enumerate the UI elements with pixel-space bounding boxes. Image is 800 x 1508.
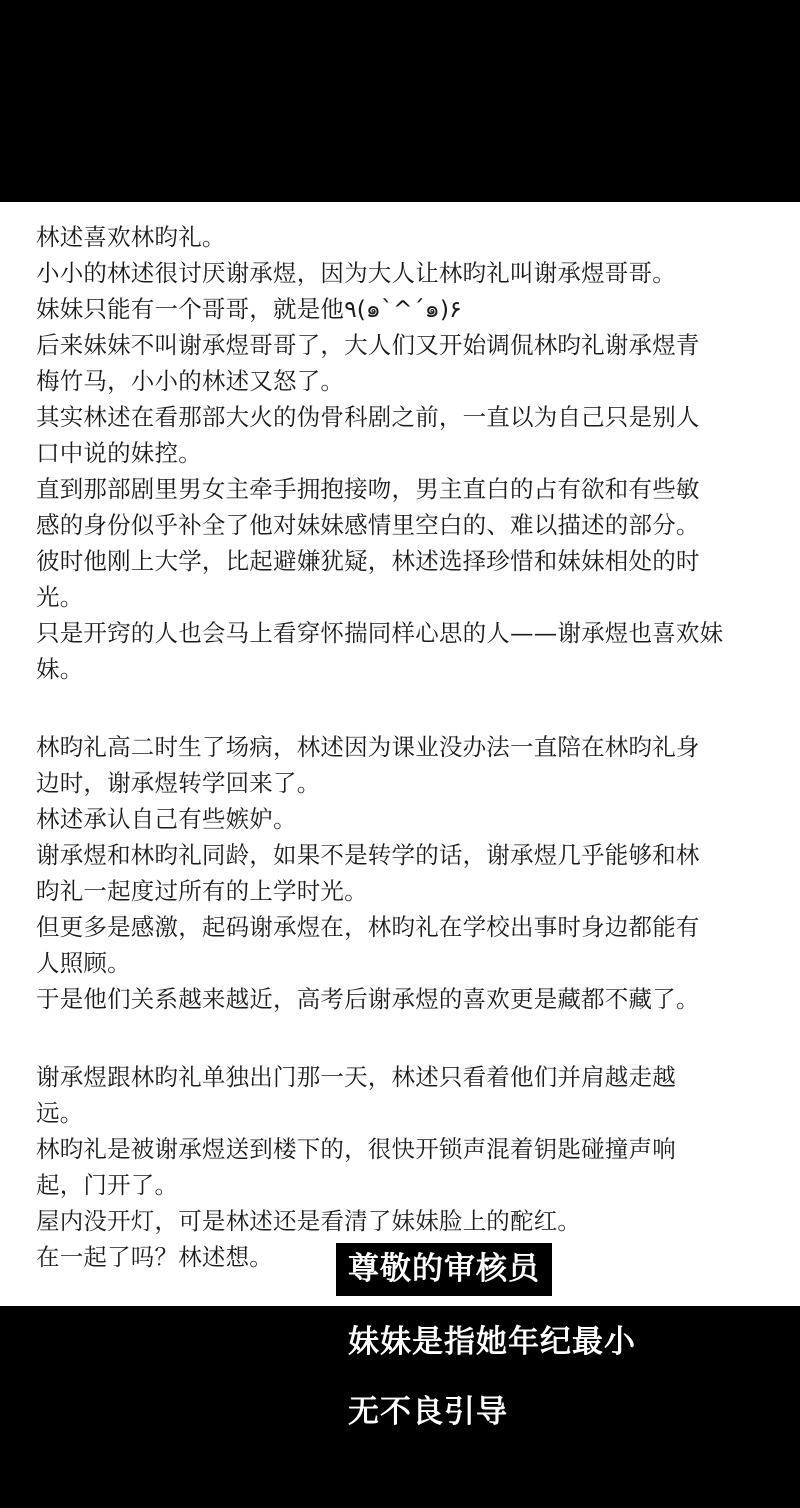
text-line: 小小的林述很讨厌谢承煜，因为大人让林昀礼叫谢承煜哥哥。 (36, 259, 676, 287)
text-line: 但更多是感激，起码谢承煜在，林昀礼在学校出事时身边都能有 (36, 913, 700, 941)
text-line: 起，门开了。 (36, 1171, 179, 1199)
text-line: 林述喜欢林昀礼。 (36, 223, 226, 251)
text-line: 昀礼一起度过所有的上学时光。 (36, 877, 368, 905)
text-line: 人照顾。 (36, 949, 131, 977)
text-line: 谢承煜跟林昀礼单独出门那一天，林述只看着他们并肩越走越 (36, 1063, 676, 1091)
caption-reviewer-label: 尊敬的审核员 (336, 1243, 552, 1296)
text-line: 在一起了吗？林述想。 (36, 1243, 273, 1271)
text-line: 彼时他刚上大学，比起避嫌犹疑，林述选择珍惜和妹妹相处的时 (36, 547, 700, 575)
text-line: 口中说的妹控。 (36, 439, 202, 467)
caption-line-2: 无不良引导 (348, 1394, 508, 1430)
text-line: 于是他们关系越来越近，高考后谢承煜的喜欢更是藏都不藏了。 (36, 985, 700, 1013)
text-line: 远。 (36, 1099, 84, 1127)
text-line: 谢承煜和林昀礼同龄，如果不是转学的话，谢承煜几乎能够和林 (36, 841, 700, 869)
text-line: 妹妹只能有一个哥哥，就是他٩(๑`^´๑)۶ (36, 295, 462, 323)
top-black-bar (0, 0, 800, 202)
text-line: 梅竹马，小小的林述又怒了。 (36, 367, 345, 395)
text-line: 光。 (36, 583, 84, 611)
text-line: 只是开窍的人也会马上看穿怀揣同样心思的人——谢承煜也喜欢妹 (36, 619, 724, 647)
text-line: 其实林述在看那部大火的伪骨科剧之前，一直以为自己只是别人 (36, 403, 700, 431)
text-line: 妹。 (36, 655, 84, 683)
text-line: 边时，谢承煜转学回来了。 (36, 769, 321, 797)
text-line: 林述承认自己有些嫉妒。 (36, 805, 297, 833)
text-line: 直到那部剧里男女主牵手拥抱接吻，男主直白的占有欲和有些敏 (36, 475, 700, 503)
text-line: 后来妹妹不叫谢承煜哥哥了，大人们又开始调侃林昀礼谢承煜青 (36, 331, 700, 359)
caption-line-1: 妹妹是指她年纪最小 (348, 1324, 636, 1360)
text-line: 林昀礼高二时生了场病，林述因为课业没办法一直陪在林昀礼身 (36, 733, 700, 761)
text-line: 屋内没开灯，可是林述还是看清了妹妹脸上的酡红。 (36, 1207, 582, 1235)
text-line: 感的身份似乎补全了他对妹妹感情里空白的、难以描述的部分。 (36, 511, 700, 539)
text-line: 林昀礼是被谢承煜送到楼下的，很快开锁声混着钥匙碰撞声响 (36, 1135, 676, 1163)
